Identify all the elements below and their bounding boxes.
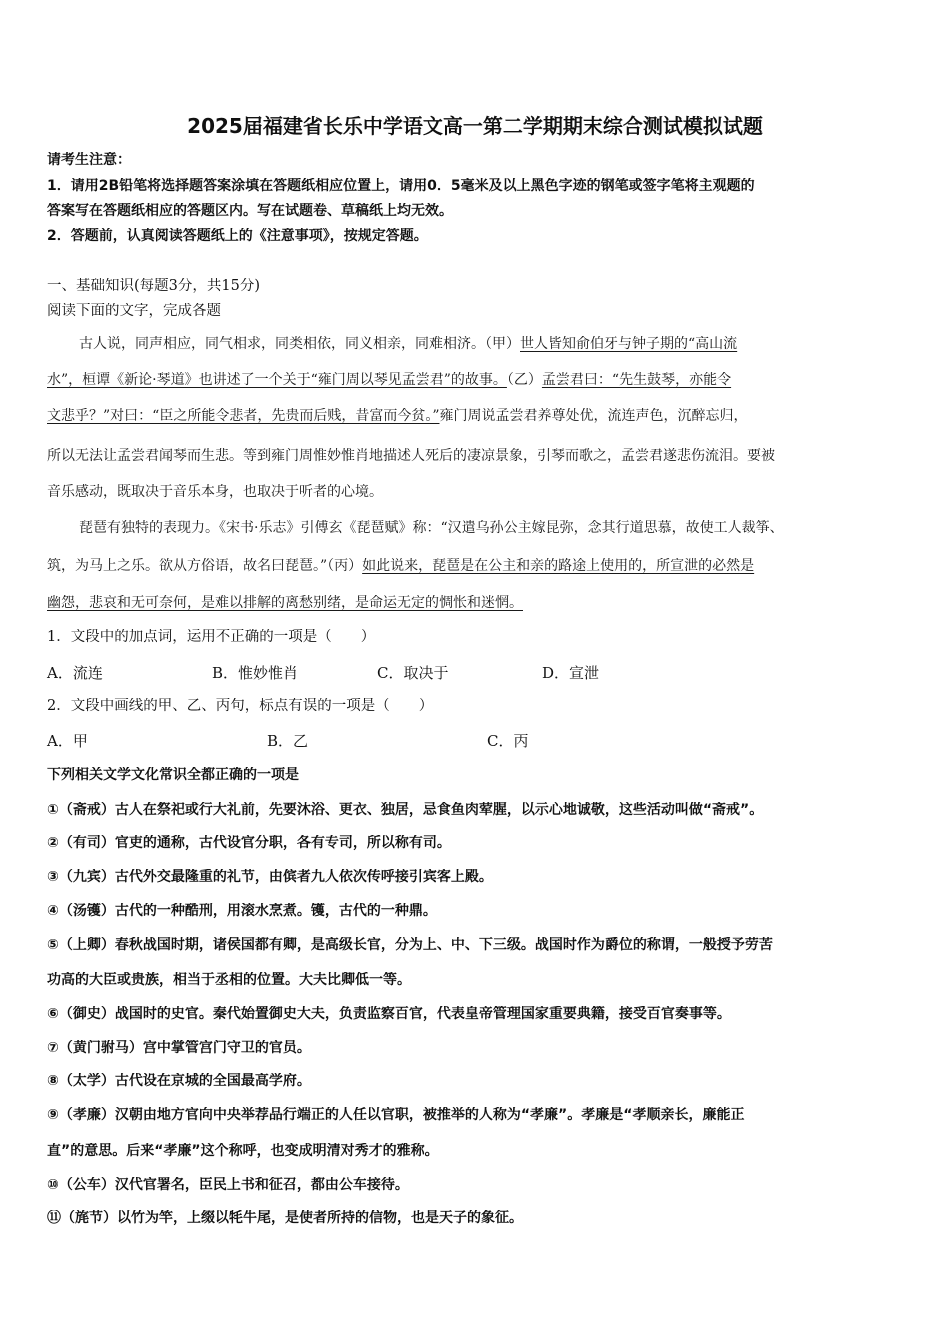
question-2-option-b[interactable]: B．乙 xyxy=(267,732,309,750)
culture-item-2: ②（有司）官吏的通称，古代设官分职，各有专司，所以称有司。 xyxy=(47,835,451,851)
passage-p1-line-1 xyxy=(79,336,907,353)
passage-p1-line-5: 音乐感动，既取决于音乐本身，也取决于听者的心境。 xyxy=(47,484,383,500)
passage-p2-line-3 xyxy=(47,595,907,612)
question-1-option-c[interactable]: C．取决于 xyxy=(377,664,449,682)
passage-text: 古人说，同声相应，同气相求，同类相依，同义相亲，同难相济。（甲） xyxy=(79,336,520,352)
question-1-option-a[interactable]: A．流连 xyxy=(47,664,103,682)
question-2-option-a[interactable]: A．甲 xyxy=(47,732,88,750)
culture-item-4: ④（汤镬）古代的一种酷刑，用滚水烹煮。镬，古代的一种鼎。 xyxy=(47,903,437,919)
passage-text: （乙） xyxy=(506,372,542,388)
question-1-option-b[interactable]: B．惟妙惟肖 xyxy=(212,664,299,682)
underlined-sentence-yi-cont: 文悲乎？”对曰：“臣之所能令悲者，先贵而后贱，昔富而今贫。” xyxy=(47,408,440,424)
notice-item-1-line-1: 1．请用2B铅笔将选择题答案涂填在答题纸相应位置上，请用0．5毫米及以上黑色字迹的钢笔或签字笔将主观题的 xyxy=(47,178,755,194)
culture-item-3: ③（九宾）古代外交最隆重的礼节，由傧者九人依次传呼接引宾客上殿。 xyxy=(47,869,493,885)
passage-p2-line-2 xyxy=(47,558,907,575)
underlined-sentence-bing-cont: 幽怨，悲哀和无可奈何，是难以排解的离愁别绪，是命运无定的惆怅和迷惘。 xyxy=(47,595,523,611)
question-2-stem: 2．文段中画线的甲、乙、丙句，标点有误的一项是（ ） xyxy=(47,698,434,714)
exam-title: 2025届福建省长乐中学语文高一第二学期期末综合测试模拟试题 xyxy=(187,114,763,138)
question-2-option-c[interactable]: C．丙 xyxy=(487,732,529,750)
section-instruction: 阅读下面的文字，完成各题 xyxy=(47,303,221,319)
notice-heading: 请考生注意： xyxy=(47,152,131,168)
notice-item-2: 2．答题前，认真阅读答题纸上的《注意事项》，按规定答题。 xyxy=(47,228,428,244)
culture-item-6: ⑥（御史）战国时的史官。秦代始置御史大夫，负责监察百官，代表皇帝管理国家重要典籍，接受百官奏事等。 xyxy=(47,1006,731,1022)
culture-item-9-line-1: ⑨（孝廉）汉朝由地方官向中央举荐品行端正的人任以官职，被推举的人称为“孝廉”。孝廉是“孝顺亲长，廉能正 xyxy=(47,1107,745,1123)
notice-item-1-line-2: 答案写在答题纸相应的答题区内。写在试题卷、草稿纸上均无效。 xyxy=(47,203,453,219)
underlined-sentence-jia-cont: 水”，桓谭《新论·琴道》也讲述了一个关于“雍门周以琴见孟尝君”的故事。 xyxy=(47,372,507,388)
passage-text: 雍门周说孟尝君养尊处优，流连声色，沉醉忘归， xyxy=(439,408,748,424)
passage-p1-line-2 xyxy=(47,372,907,389)
underlined-sentence-bing: 如此说来，琵琶是在公主和亲的路途上使用的，所宣泄的必然是 xyxy=(362,558,755,574)
passage-p1-line-3 xyxy=(47,408,907,425)
underlined-sentence-yi: 孟尝君曰：“先生鼓琴，亦能令 xyxy=(541,372,732,388)
culture-item-5-line-1: ⑤（上卿）春秋战国时期，诸侯国都有卿，是高级长官，分为上、中、下三级。战国时作为爵位的称谓，一般授予劳苦 xyxy=(47,937,773,953)
underlined-sentence-jia: 世人皆知俞伯牙与钟子期的“高山流 xyxy=(520,336,738,352)
culture-item-9-line-2: 直”的意思。后来“孝廉”这个称呼，也变成明清对秀才的雅称。 xyxy=(47,1143,439,1159)
passage-text: 筑，为马上之乐。欲从方俗语，故名曰琵琶。”（丙） xyxy=(47,558,363,574)
question-1-stem: 1．文段中的加点词，运用不正确的一项是（ ） xyxy=(47,629,376,645)
question-1-option-d[interactable]: D．宣泄 xyxy=(542,664,600,682)
section-heading: 一、基础知识(每题3分，共15分) xyxy=(47,278,260,294)
culture-item-10: ⑩（公车）汉代官署名，臣民上书和征召，都由公车接待。 xyxy=(47,1177,409,1193)
culture-item-7: ⑦（黄门驸马）宫中掌管宫门守卫的官员。 xyxy=(47,1040,311,1056)
culture-item-8: ⑧（太学）古代设在京城的全国最高学府。 xyxy=(47,1073,311,1089)
culture-question-heading: 下列相关文学文化常识全都正确的一项是 xyxy=(47,767,299,783)
culture-item-1: ①（斋戒）古人在祭祀或行大礼前，先要沐浴、更衣、独居，忌食鱼肉荤腥，以示心地诚敬，这些活动叫做“斋戒”。 xyxy=(47,802,764,818)
passage-p2-line-1: 琵琶有独特的表现力。《宋书·乐志》引傅玄《琵琶赋》称：“汉遣乌孙公主嫁昆弥，念其行道思慕，故使工人裁筝、 xyxy=(79,520,784,536)
culture-item-11: ⑪（旄节）以竹为竿，上缀以牦牛尾，是使者所持的信物，也是天子的象征。 xyxy=(47,1210,523,1226)
passage-p1-line-4: 所以无法让孟尝君闻琴而生悲。等到雍门周惟妙惟肖地描述人死后的凄凉景象，引琴而歌之，孟尝君遂悲伤流泪。要被 xyxy=(47,448,775,464)
culture-item-5-line-2: 功高的大臣或贵族，相当于丞相的位置。大夫比卿低一等。 xyxy=(47,972,411,988)
